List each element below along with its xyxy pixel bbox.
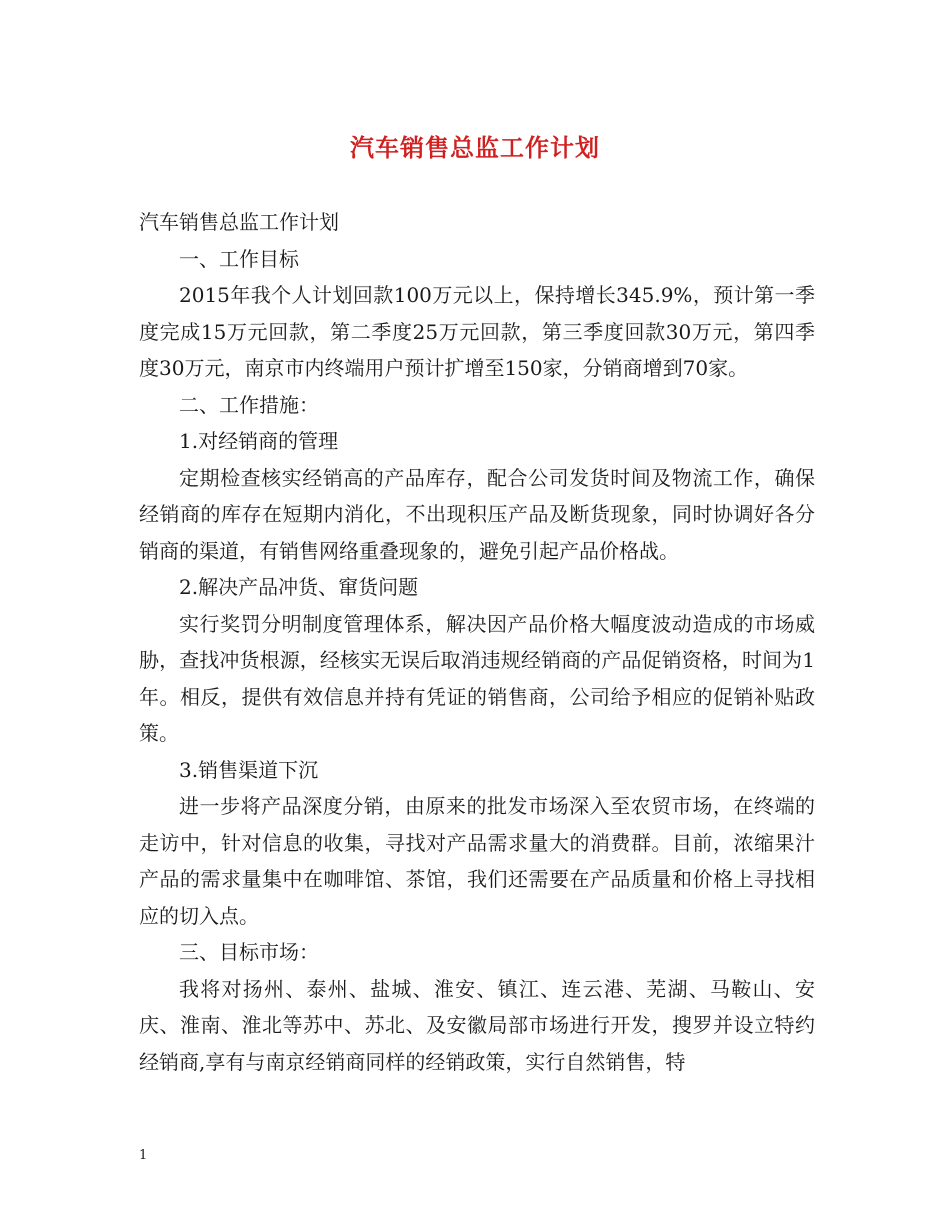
subsection-heading: 2.解决产品冲货、窜货问题 <box>179 575 419 599</box>
paragraph: 汽车销售总监工作计划 <box>139 210 339 234</box>
paragraph: 定期检查核实经销高的产品库存，配合公司发货时间及物流工作，确保经销商的库存在短期内消化，不出现积压产品及断货现象，同时协调好各分销商的渠道，有销售网络重叠现象的，避免引起产品价格战。 <box>139 465 815 563</box>
page-number: 1 <box>139 1148 148 1163</box>
subsection-heading: 1.对经销商的管理 <box>179 429 339 453</box>
section-heading: 二、工作措施： <box>179 392 319 417</box>
section-heading: 一、工作目标 <box>179 246 299 271</box>
section-heading: 三、目标市场： <box>179 940 319 964</box>
paragraph: 进一步将产品深度分销，由原来的批发市场深入至农贸市场，在终端的走访中，针对信息的收集，寻找对产品需求量大的消费群。目前，浓缩果汁产品的需求量集中在咖啡馆、茶馆，我们还需要在产品质量和价格上寻找相应的切入点。 <box>139 794 815 928</box>
document-body <box>139 204 815 1080</box>
document-title: 汽车销售总监工作计划 <box>350 133 600 162</box>
paragraph: 2015年我个人计划回款100万元以上，保持增长345.9%，预计第一季度完成15万元回款，第二季度25万元回款，第三季度回款30万元，第四季度30万元，南京市内终端用户预计扩增至150家，分销商增到70家。 <box>139 283 815 380</box>
paragraph: 我将对扬州、泰州、盐城、淮安、镇江、连云港、芜湖、马鞍山、安庆、淮南、淮北等苏中、苏北、及安徽局部市场进行开发，搜罗并设立特约经销商,享有与南京经销商同样的经销政策，实行自然销售，特 <box>139 976 815 1074</box>
paragraph: 实行奖罚分明制度管理体系，解决因产品价格大幅度波动造成的市场威胁，查找冲货根源，经核实无误后取消违规经销商的产品促销资格，时间为1年。相反，提供有效信息并持有凭证的销售商，公司给予相应的促销补贴政策。 <box>139 611 815 745</box>
subsection-heading: 3.销售渠道下沉 <box>179 757 319 782</box>
